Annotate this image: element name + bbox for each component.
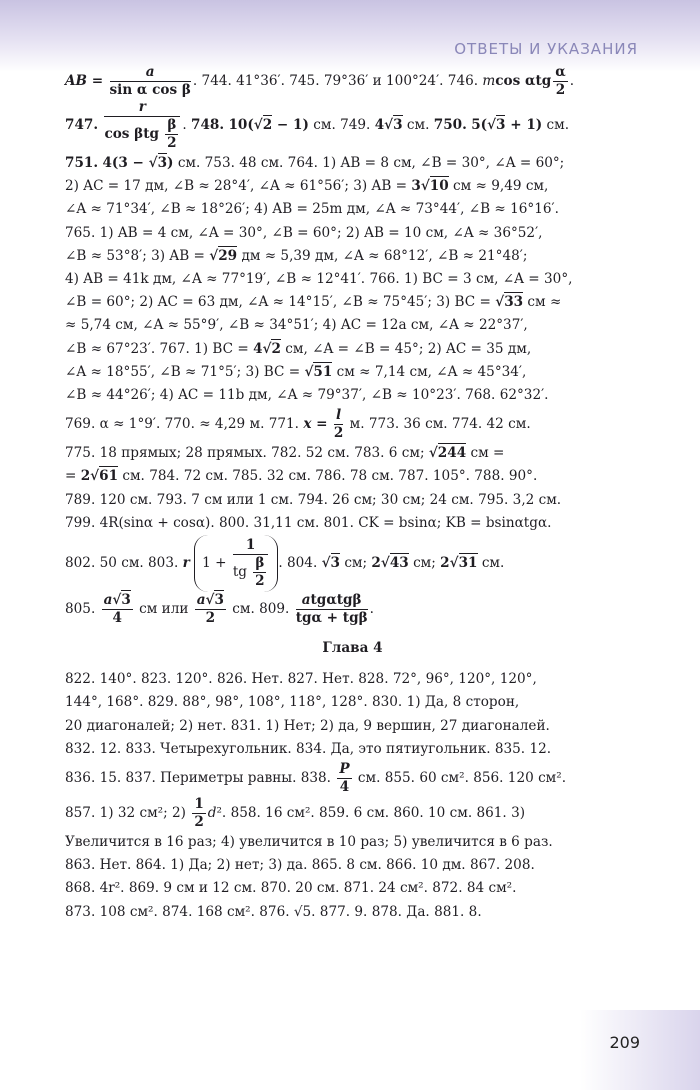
text-line: 765. 1) AB = 4 см, ∠A = 30°, ∠B = 60°; 2) AB = 10 см, ∠A ≈ 36°52′, — [65, 224, 543, 241]
text-line: 2) AC = 17 дм, ∠B ≈ 28°4′, ∠A ≈ 61°56′; 3) AB = 3√10 см ≈ 9,49 см, — [65, 178, 549, 195]
text-line: Увеличится в 16 раз; 4) увеличится в 10 раз; 5) увеличится в 6 раз. — [65, 834, 553, 851]
text-line: 802. 50 см. 803. r 1 + 1 tg $\frac{\beta}{2}$ . 804. √3 см; 2√43 см; 2√31 см. — [65, 535, 640, 592]
text-line: ∠B ≈ 53°8′; 3) AB = √29 дм ≈ 5,39 дм, ∠A ≈ 68°12′, ∠B ≈ 21°48′; — [65, 247, 528, 264]
text-line: ∠B ≈ 67°23′. 767. 1) BC = 4√2 см, ∠A = ∠B = 45°; 2) AC = 35 дм, — [65, 340, 532, 357]
text-line: 863. Нет. 864. 1) Да; 2) нет; 3) да. 865. 8 см. 866. 10 дм. 867. 208. — [65, 857, 535, 874]
chapter-heading: Глава 4 — [322, 640, 383, 657]
text-line: ∠B ≈ 44°26′; 4) AC = 11b дм, ∠A ≈ 79°37′, ∠B ≈ 10°23′. 768. 62°32′. — [65, 387, 549, 404]
header-band — [0, 0, 700, 72]
text-line: ∠A ≈ 18°55′, ∠B ≈ 71°5′; 3) BC = √51 см ≈ 7,14 см, ∠A ≈ 45°34′, — [65, 363, 527, 380]
text-line: 751. 4(3 − √3) см. 753. 48 см. 764. 1) AB = 8 см, ∠B = 30°, ∠A = 60°; — [65, 155, 565, 171]
fraction: $\frac{a√3}{2}$ — [196, 592, 224, 627]
fraction: $\frac{l}{2}$ — [333, 407, 344, 442]
text-line: 832. 12. 833. Четырехугольник. 834. Да, это пятиугольник. 835. 12. — [65, 740, 552, 757]
text-line: 4) AB = 41k дм, ∠A ≈ 77°19′, ∠B ≈ 12°41′. 766. 1) BC = 3 см, ∠A = 30°, — [65, 271, 573, 288]
section-title: ОТВЕТЫ И УКАЗАНИЯ — [454, 40, 638, 58]
page-number: 209 — [609, 1033, 640, 1052]
fraction: $\frac{1}{2}$ — [194, 796, 204, 831]
fraction: $\frac{P}{4}$ — [339, 761, 350, 796]
fraction: $\frac{a}{\text{sin α cos β}}$ — [109, 64, 191, 98]
text-line: 857. 1) 32 см²; 2) $\frac{1}{2}$ d². 858. 16 см². 859. 6 см. 860. 10 см. 861. 3) — [65, 796, 526, 831]
text-line: 799. 4R(sinα + cosα). 800. 31,11 см. 801. CK = bsinα; KB = bsinαtgα. — [65, 514, 552, 531]
text-line: 868. 4r². 869. 9 см и 12 см. 870. 20 см. 871. 24 см². 872. 84 см². — [65, 880, 517, 897]
text-line: 873. 108 см². 874. 168 см². 876. √5. 877. 9. 878. Да. 881. 8. — [65, 903, 482, 920]
text-line: 805. $\frac{a√3}{4}$ см или $\frac{a√3}{2}$ см. 809. $\frac{\text{atgαtgβ}}{\text{tgα + tgβ}}$ . — [65, 592, 374, 627]
text-line: ∠B = 60°; 2) AC = 63 дм, ∠A ≈ 14°15′, ∠B ≈ 75°45′; 3) BC = √33 см ≈ — [65, 294, 562, 311]
fraction: $\frac{a√3}{4}$ — [103, 592, 131, 627]
text-line: 836. 15. 837. Периметры равны. 838. $\frac{P}{4}$ см. 855. 60 см². 856. 120 см². — [65, 761, 567, 796]
text-line: 775. 18 прямых; 28 прямых. 782. 52 см. 783. 6 см; √244 см = — [65, 445, 505, 462]
text-line: 20 диагоналей; 2) нет. 831. 1) Нет; 2) да, 9 вершин, 27 диагоналей. — [65, 717, 550, 734]
fraction: $\frac{\alpha}{2}$ — [555, 64, 566, 98]
text-line: 769. α ≈ 1°9′. 770. ≈ 4,29 м. 771. x = $\frac{l}{2}$ м. 773. 36 см. 774. 42 см. — [65, 407, 531, 442]
text-line: 144°, 168°. 829. 88°, 98°, 108°, 118°, 128°. 830. 1) Да, 8 сторон, — [65, 694, 520, 711]
fraction: $\frac{\text{atgαtgβ}}{\text{tgα + tgβ}}$ — [295, 592, 368, 627]
text-line: = 2√61 см. 784. 72 см. 785. 32 см. 786. 78 см. 787. 105°. 788. 90°. — [65, 468, 538, 485]
parenthesis: 1 + 1 tg $\frac{\beta}{2}$ — [194, 535, 278, 592]
text-line: ∠A ≈ 71°34′, ∠B ≈ 18°26′; 4) AB = 25m дм, ∠A ≈ 73°44′, ∠B ≈ 16°16′. — [65, 201, 559, 218]
text-line: 789. 120 см. 793. 7 см или 1 см. 794. 26 см; 30 см; 24 см. 795. 3,2 см. — [65, 491, 562, 508]
fraction: r cos βtg $\frac{\beta}{2}$ — [104, 99, 180, 152]
text-line: 747. r cos βtg $\frac{\beta}{2}$ . 748. 10(√2 − 1) см. 749. 4√3 см. 750. 5(√3 + 1) см. — [65, 99, 570, 151]
answers-text — [65, 64, 640, 924]
text-line: 822. 140°. 823. 120°. 826. Нет. 827. Нет. 828. 72°, 96°, 120°, 120°, — [65, 671, 537, 688]
text-line: AB = $\frac{a}{\text{sin α cos β}}$ . 744. 41°36′. 745. 79°36′ и 100°24′. 746. mcos αtg $\frac{\alpha}{2}$ . — [65, 64, 575, 98]
text-line: ≈ 5,74 см, ∠A ≈ 55°9′, ∠B ≈ 34°51′; 4) AC = 12a см, ∠A ≈ 22°37′, — [65, 317, 528, 334]
corner-decoration — [580, 1010, 700, 1090]
